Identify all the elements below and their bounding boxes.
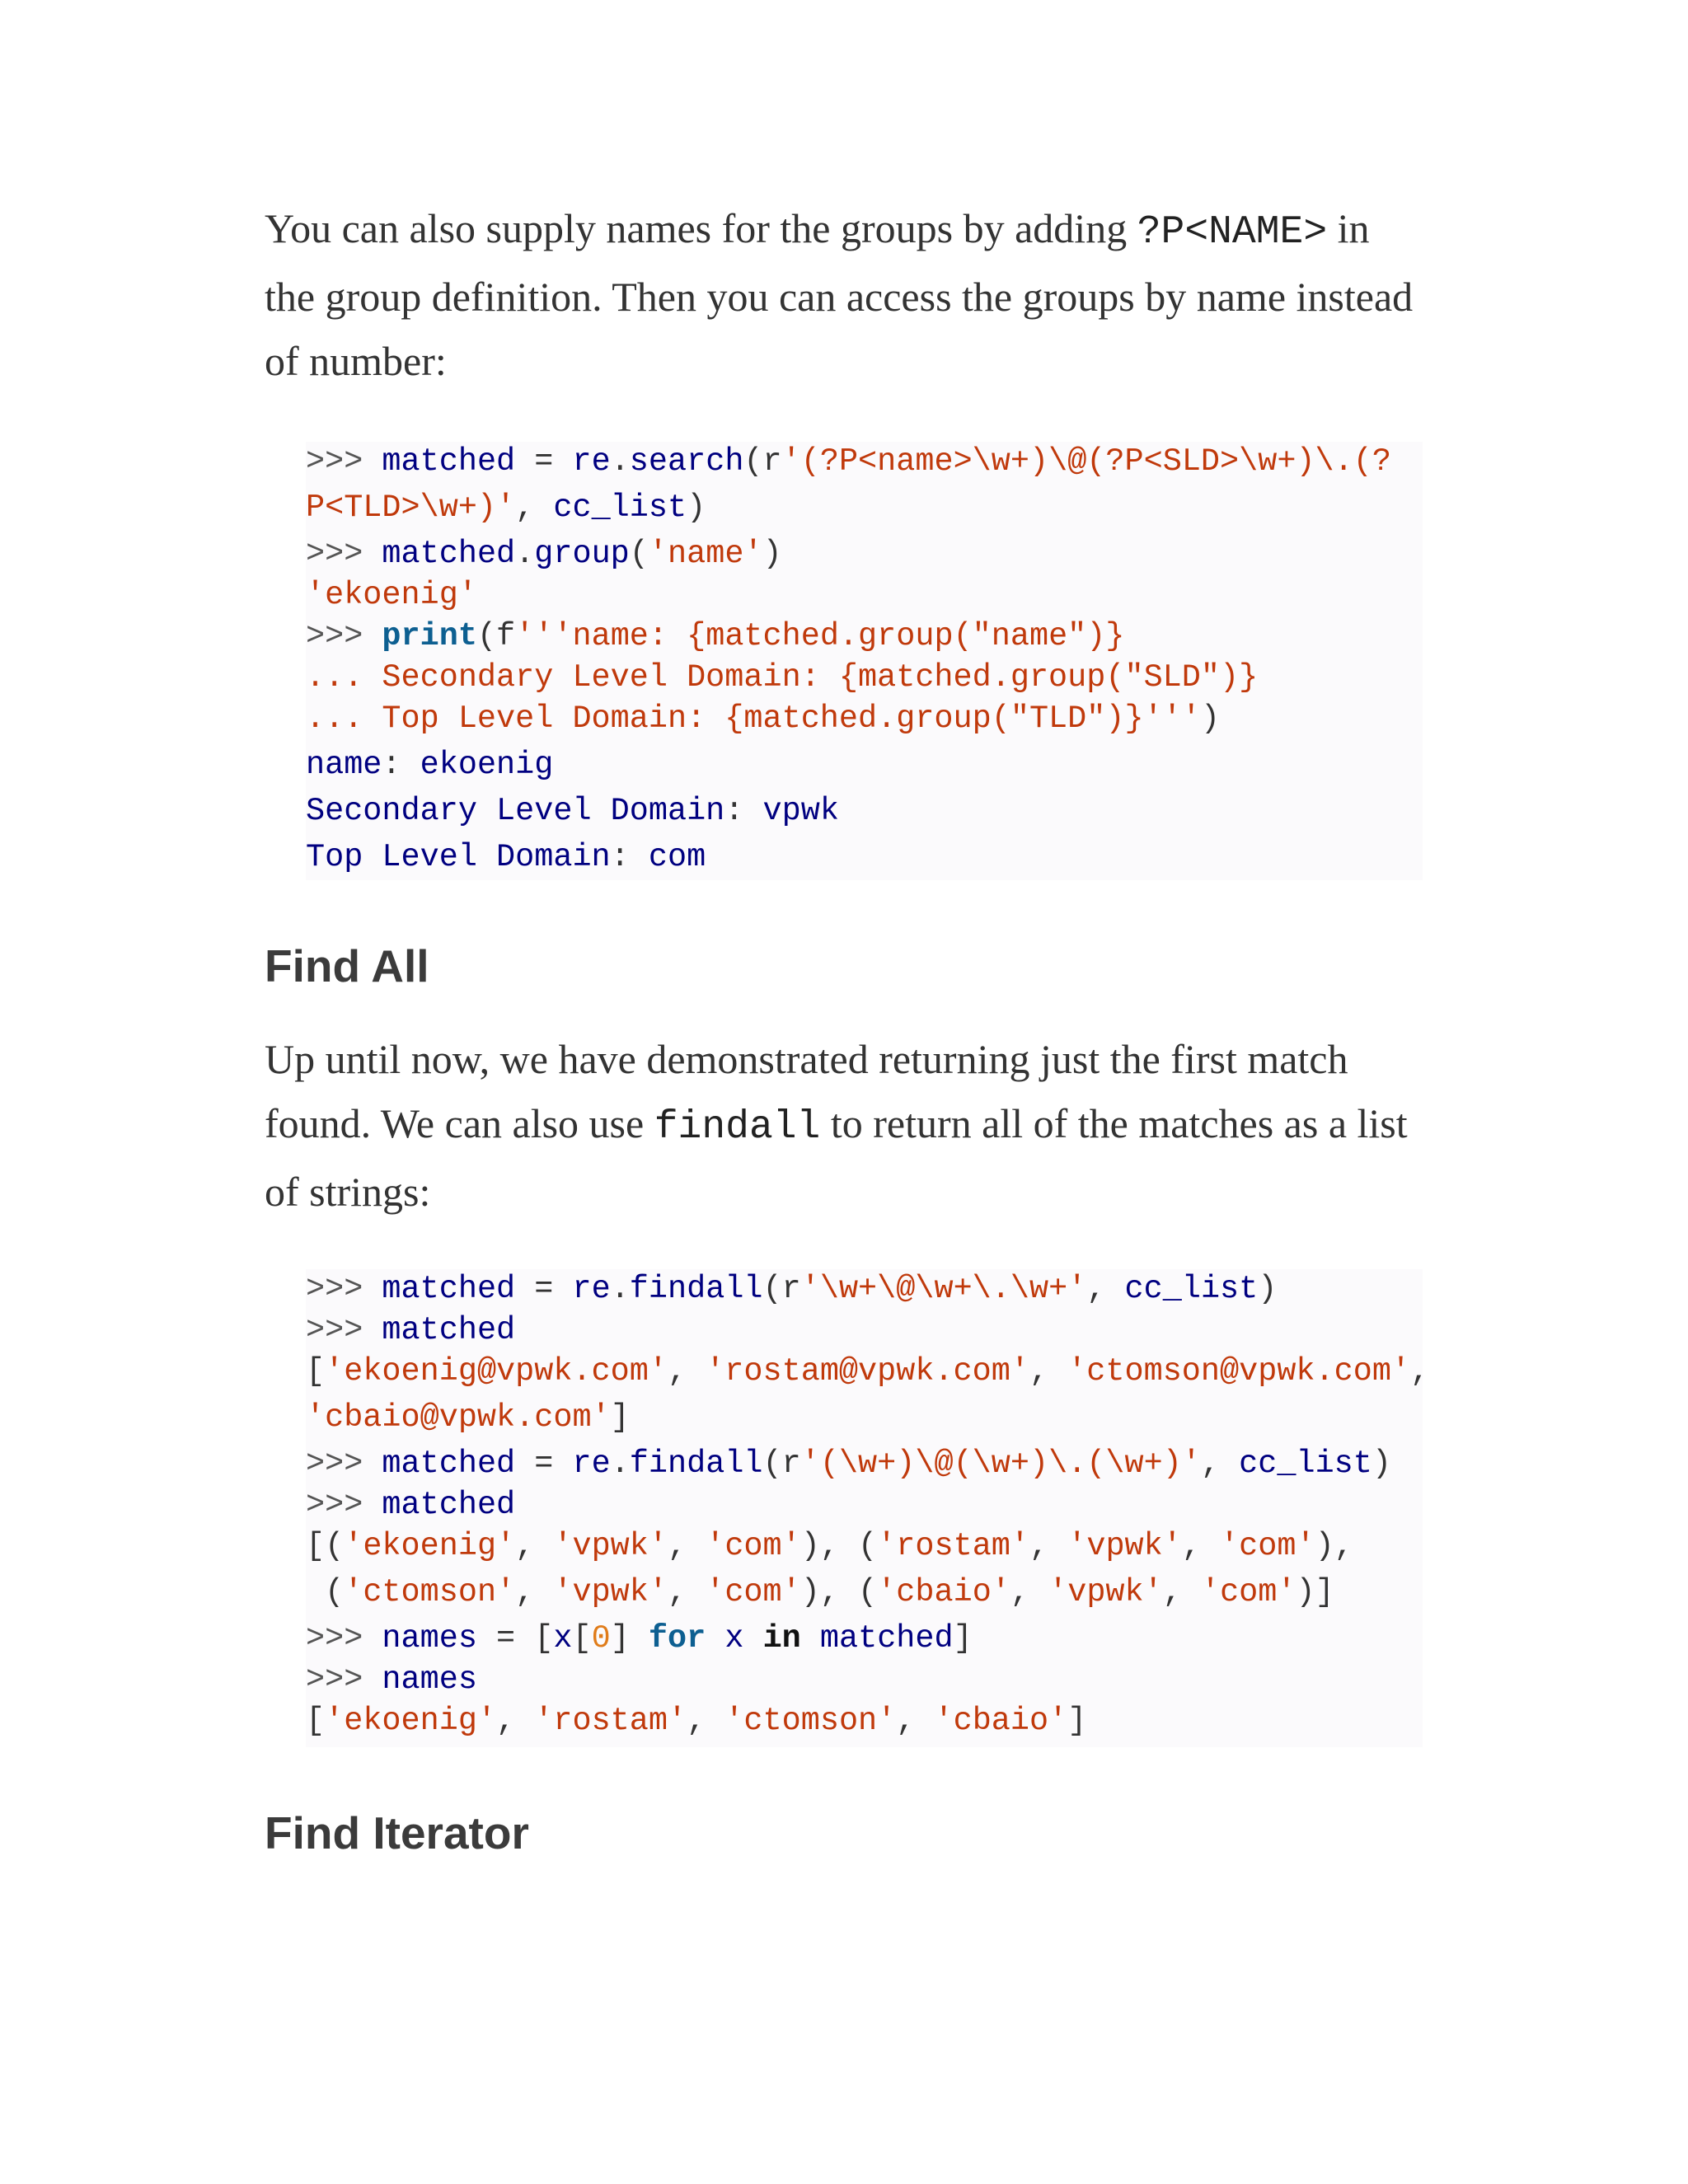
code-token: ] bbox=[953, 1620, 973, 1657]
code-token: >>> bbox=[306, 1487, 382, 1523]
code-token: >>> bbox=[306, 1446, 382, 1482]
code-token: name bbox=[306, 747, 382, 783]
code-token: cc_list bbox=[1239, 1446, 1372, 1482]
code-token: )] bbox=[1296, 1574, 1334, 1610]
code-line bbox=[306, 791, 839, 831]
code-token: >>> bbox=[306, 443, 382, 480]
paragraph-text: of number: bbox=[265, 338, 447, 384]
code-token: 'ctomson@vpwk.com' bbox=[1067, 1353, 1411, 1390]
code-token: findall bbox=[629, 1271, 763, 1307]
paragraph-text: of strings: bbox=[265, 1169, 431, 1215]
code-token: matched bbox=[819, 1620, 954, 1657]
code-token: . bbox=[610, 443, 630, 480]
code-token: re bbox=[572, 443, 611, 480]
code-token: , bbox=[496, 1703, 535, 1739]
code-token: 'com' bbox=[706, 1574, 801, 1610]
code-token: names bbox=[382, 1661, 477, 1698]
code-token: ( bbox=[306, 1574, 345, 1610]
code-token: 'ekoenig' bbox=[344, 1528, 516, 1564]
paragraph-text: Up until now, we have demonstrated returning just the first match bbox=[265, 1036, 1348, 1082]
code-token: '\w+\@\w+\.\w+' bbox=[800, 1271, 1087, 1307]
code-token: >>> bbox=[306, 1271, 382, 1307]
code-line bbox=[306, 699, 1220, 738]
code-token: [ bbox=[306, 1353, 326, 1390]
code-token: ] bbox=[610, 1620, 649, 1657]
code-token: (r bbox=[743, 443, 782, 480]
code-token: , bbox=[668, 1574, 706, 1610]
code-token: ), ( bbox=[800, 1574, 878, 1610]
code-token: re bbox=[572, 1271, 611, 1307]
inline-code: findall bbox=[654, 1105, 821, 1150]
code-token: matched bbox=[382, 1271, 516, 1307]
code-token: 'cbaio@vpwk.com' bbox=[306, 1399, 611, 1436]
code-token: in bbox=[762, 1620, 801, 1657]
code-token: ) bbox=[687, 490, 706, 526]
code-token: ) bbox=[762, 536, 782, 572]
code-block-named-groups bbox=[306, 442, 1423, 880]
code-token: 'cbaio' bbox=[934, 1703, 1068, 1739]
code-line bbox=[306, 534, 782, 574]
code-token: , bbox=[668, 1528, 706, 1564]
code-token: , bbox=[1010, 1574, 1049, 1610]
code-token: x bbox=[553, 1620, 573, 1657]
code-token: ( bbox=[629, 536, 649, 572]
code-line bbox=[306, 1485, 515, 1525]
code-token: matched bbox=[382, 1312, 516, 1348]
code-token: re bbox=[572, 1446, 611, 1482]
code-token: matched bbox=[382, 1487, 516, 1523]
code-token: 'ctomson' bbox=[724, 1703, 897, 1739]
code-line bbox=[306, 658, 1258, 697]
code-block-findall bbox=[306, 1269, 1430, 1747]
code-token: = bbox=[515, 1446, 573, 1482]
code-token: = bbox=[515, 1271, 573, 1307]
code-line bbox=[306, 1398, 630, 1437]
code-token: . bbox=[610, 1446, 630, 1482]
code-token: 'rostam' bbox=[877, 1528, 1030, 1564]
paragraph-text: You can also supply names for the groups by adding bbox=[265, 205, 1137, 251]
code-token: 'com' bbox=[1200, 1574, 1296, 1610]
code-token: >>> bbox=[306, 536, 382, 572]
code-token: : bbox=[724, 793, 763, 829]
code-line bbox=[306, 575, 477, 615]
code-token: : bbox=[610, 839, 649, 875]
section-heading-find-iterator: Find Iterator bbox=[265, 1807, 529, 1858]
code-token: 'cbaio' bbox=[877, 1574, 1010, 1610]
code-token: 'ekoenig@vpwk.com' bbox=[325, 1353, 668, 1390]
code-token: , bbox=[1410, 1353, 1430, 1390]
code-token: 'rostam@vpwk.com' bbox=[706, 1353, 1029, 1390]
code-token: names bbox=[382, 1620, 477, 1657]
paragraph-text: the group definition. Then you can access the groups by name instead bbox=[265, 274, 1414, 320]
section-heading-find-all: Find All bbox=[265, 940, 429, 991]
code-token: 'rostam' bbox=[534, 1703, 687, 1739]
code-line bbox=[306, 616, 1125, 656]
code-token: >>> bbox=[306, 1312, 382, 1348]
inline-code: ?P<NAME> bbox=[1137, 210, 1328, 255]
code-token: ) bbox=[1258, 1271, 1278, 1307]
code-token: findall bbox=[629, 1446, 763, 1482]
code-token: x bbox=[724, 1620, 744, 1657]
paragraph-findall bbox=[265, 1027, 1423, 1224]
code-token: . bbox=[610, 1271, 630, 1307]
code-token: ), ( bbox=[800, 1528, 878, 1564]
code-token: for bbox=[648, 1620, 706, 1657]
code-token: 'name' bbox=[648, 536, 763, 572]
code-token: , bbox=[515, 1574, 554, 1610]
code-line bbox=[306, 1310, 515, 1350]
code-token: search bbox=[629, 443, 744, 480]
paragraph-text: to return all of the matches as a list bbox=[820, 1100, 1408, 1146]
code-token bbox=[801, 1620, 820, 1657]
code-token: , bbox=[667, 1353, 706, 1390]
code-token: '(?P<name>\w+)\@(?P<SLD>\w+)\.(? bbox=[781, 443, 1391, 480]
code-token: = bbox=[515, 443, 573, 480]
code-token: [( bbox=[306, 1528, 345, 1564]
code-token: , bbox=[1162, 1574, 1201, 1610]
code-token: ... Top Level Domain: {matched.group("TLD")}''' bbox=[306, 701, 1201, 737]
code-line bbox=[306, 1352, 1429, 1391]
code-token: , bbox=[1200, 1446, 1240, 1482]
code-token bbox=[743, 1620, 762, 1657]
code-token: '(\w+)\@(\w+)\.(\w+)' bbox=[800, 1446, 1201, 1482]
code-token: : bbox=[382, 747, 420, 783]
code-token: , bbox=[1029, 1528, 1068, 1564]
code-token: '''name: {matched.group("name")} bbox=[515, 618, 1125, 654]
paragraph-named-groups bbox=[265, 196, 1423, 393]
code-token: ekoenig bbox=[420, 747, 554, 783]
code-line bbox=[306, 1444, 1391, 1483]
code-token: ) bbox=[1372, 1446, 1391, 1482]
code-token: >>> bbox=[306, 1661, 382, 1698]
code-line bbox=[306, 1269, 1277, 1309]
code-token: , bbox=[1181, 1528, 1221, 1564]
code-token: 0 bbox=[591, 1620, 611, 1657]
code-line bbox=[306, 1660, 477, 1699]
code-token: 'com' bbox=[706, 1528, 801, 1564]
code-token: matched bbox=[382, 443, 516, 480]
code-token: matched bbox=[382, 536, 516, 572]
code-token: >>> bbox=[306, 1620, 382, 1657]
code-token: (f bbox=[476, 618, 516, 654]
code-token: 'vpwk' bbox=[553, 1528, 668, 1564]
code-token: , bbox=[1029, 1353, 1068, 1390]
code-token: ) bbox=[1200, 701, 1220, 737]
code-token: cc_list bbox=[1124, 1271, 1259, 1307]
code-line bbox=[306, 488, 706, 527]
code-token: matched bbox=[382, 1446, 516, 1482]
code-token: ), bbox=[1315, 1528, 1353, 1564]
code-token: 'ekoenig' bbox=[306, 577, 477, 613]
paragraph-text: in bbox=[1327, 205, 1370, 251]
code-token: ] bbox=[1067, 1703, 1087, 1739]
code-token: (r bbox=[762, 1446, 801, 1482]
code-token: >>> bbox=[306, 618, 382, 654]
code-token bbox=[706, 1620, 724, 1657]
code-token: Top Level Domain bbox=[306, 839, 611, 875]
code-token: Secondary Level Domain bbox=[306, 793, 725, 829]
code-token: cc_list bbox=[553, 490, 687, 526]
code-token: 'vpwk' bbox=[553, 1574, 668, 1610]
code-token: 'vpwk' bbox=[1048, 1574, 1163, 1610]
code-token: print bbox=[382, 618, 477, 654]
code-token: (r bbox=[762, 1271, 801, 1307]
code-token: , bbox=[896, 1703, 935, 1739]
code-token: group bbox=[534, 536, 630, 572]
code-token: 'vpwk' bbox=[1067, 1528, 1182, 1564]
code-token: , bbox=[515, 490, 554, 526]
code-token: [ bbox=[572, 1620, 592, 1657]
code-token: 'com' bbox=[1220, 1528, 1315, 1564]
code-token: = [ bbox=[476, 1620, 554, 1657]
code-token: ... Secondary Level Domain: {matched.group("SLD")} bbox=[306, 659, 1259, 696]
code-token: . bbox=[515, 536, 535, 572]
code-token: 'ctomson' bbox=[344, 1574, 516, 1610]
code-token: [ bbox=[306, 1703, 326, 1739]
code-token: vpwk bbox=[762, 793, 839, 829]
code-token: , bbox=[515, 1528, 554, 1564]
code-token: , bbox=[687, 1703, 725, 1739]
code-token: P<TLD>\w+)' bbox=[306, 490, 516, 526]
code-line bbox=[306, 745, 553, 785]
code-token: , bbox=[1086, 1271, 1125, 1307]
code-token: 'ekoenig' bbox=[325, 1703, 497, 1739]
code-line bbox=[306, 1701, 1086, 1741]
code-token: com bbox=[648, 839, 706, 875]
code-line bbox=[306, 837, 706, 877]
paragraph-text: found. We can also use bbox=[265, 1100, 654, 1146]
code-line bbox=[306, 1619, 973, 1658]
code-line bbox=[306, 1526, 1353, 1566]
code-token: ] bbox=[610, 1399, 630, 1436]
code-line bbox=[306, 1572, 1334, 1612]
code-line bbox=[306, 442, 1391, 481]
